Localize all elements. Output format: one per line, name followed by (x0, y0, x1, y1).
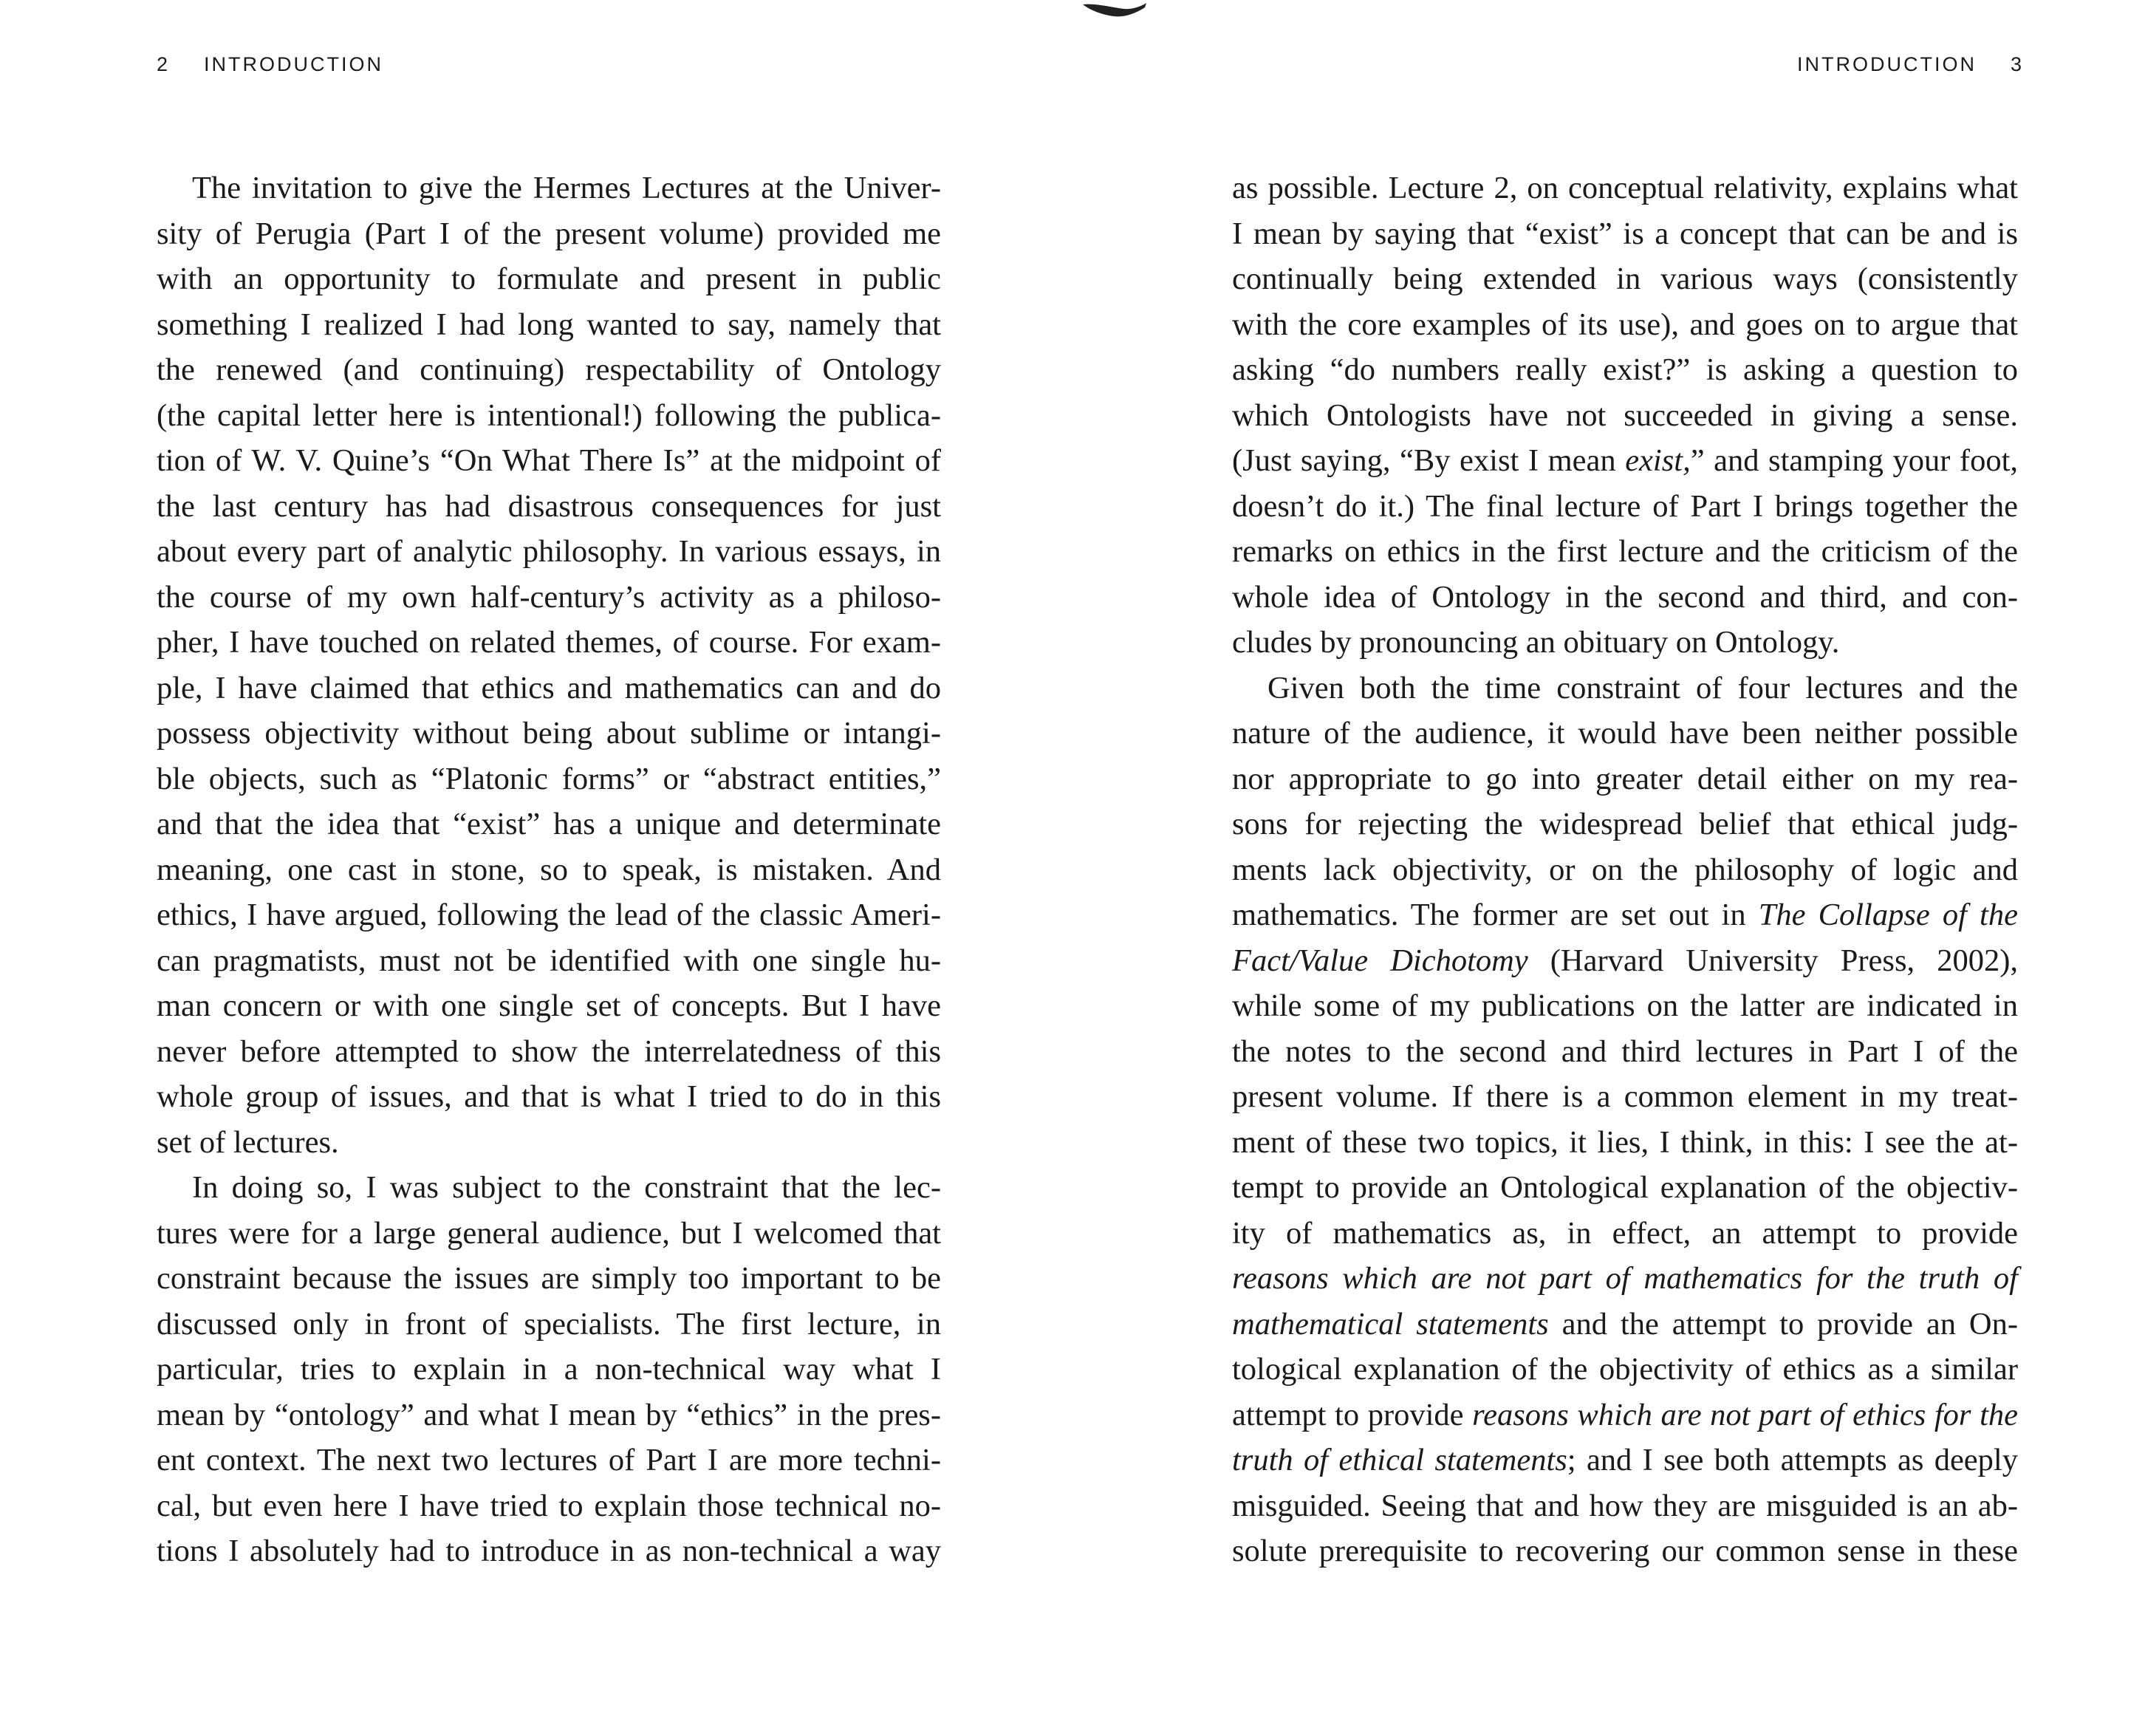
running-head-title-right: INTRODUCTION (1796, 53, 1977, 75)
text-line: Given both the time constraint of four lectures and the (1268, 670, 2018, 705)
text-line: cludes by pronouncing an obituary on Ontology. (1232, 625, 1840, 660)
text-line: nature of the audience, it would have been neither possible (1232, 716, 2018, 751)
text-line: the last century has had disastrous consequences for just (157, 488, 941, 524)
text-run: mathematics. The former are set out in (1232, 898, 1759, 932)
text-run: (Just saying, “By exist I mean (1232, 443, 1626, 478)
text-line: and that the idea that “exist” has a unique and determinate (157, 807, 941, 841)
italic-text: Fact/Value Dichotomy (1232, 943, 1528, 978)
text-line: nor appropriate to go into greater detail either on my rea- (1232, 761, 2018, 796)
text-line: the course of my own half-century’s activity as a philoso- (157, 579, 941, 615)
text-line: possess objectivity without being about sublime or intangi- (157, 716, 941, 751)
running-head-right (1797, 53, 2024, 76)
text-line (1232, 1302, 2018, 1347)
paragraph (1232, 165, 2018, 1574)
text-line: man concern or with one single set of concepts. But I have (157, 988, 941, 1023)
text-line: tological explanation of the objectivity of ethics as a similar (1232, 1352, 2018, 1387)
text-line: pher, I have touched on related themes, of course. For exam- (157, 625, 941, 660)
text-line (1232, 1256, 2018, 1302)
right-page (1072, 0, 2145, 1736)
running-head-title-left: INTRODUCTION (204, 53, 384, 75)
text-line: mean by “ontology” and what I mean by “ethics” in the pres- (157, 1397, 941, 1432)
text-line: constraint because the issues are simply too important to be (157, 1261, 941, 1296)
page-number-right: 3 (2010, 53, 2024, 75)
text-line: with an opportunity to formulate and present in public (157, 262, 941, 296)
text-line: about every part of analytic philosophy. In various essays, in (157, 534, 941, 569)
text-line (1232, 892, 2018, 938)
text-line: ple, I have claimed that ethics and mathematics can and do (157, 670, 941, 705)
italic-text: mathematical statements (1232, 1306, 1549, 1342)
text-line: sons for rejecting the widespread belief that ethical judg- (1232, 807, 2018, 841)
left-page-body-text (157, 165, 941, 1574)
italic-text: The Collapse of the (1758, 898, 2018, 932)
text-line: can pragmatists, must not be identified with one single hu- (157, 943, 941, 978)
text-line: present volume. If there is a common element in my treat- (1232, 1079, 2018, 1114)
text-line: tempt to provide an Ontological explanation of the objectiv- (1232, 1170, 2018, 1205)
text-line (1232, 938, 2018, 984)
right-page-body-text (1232, 165, 2018, 1574)
left-page (0, 0, 1072, 1736)
italic-text: exist, (1625, 443, 1691, 478)
text-line: something I realized I had long wanted to say, namely that (157, 307, 941, 342)
text-line: sity of Perugia (Part I of the present volume) provided me (157, 216, 941, 251)
text-run: ; and I see both attempts as deeply (1567, 1443, 2018, 1477)
text-line: with the core examples of its use), and goes on to argue that (1232, 307, 2018, 342)
text-line (1232, 1438, 2018, 1483)
text-line: The invitation to give the Hermes Lectures at the Univer- (192, 171, 941, 205)
text-run: ” and stamping your foot, (1690, 443, 2019, 478)
paragraph (157, 165, 941, 1574)
text-line: cal, but even here I have tried to explain those technical no- (157, 1488, 941, 1523)
text-line: ments lack objectivity, or on the philosophy of logic and (1232, 852, 2018, 887)
text-line: whole idea of Ontology in the second and third, and con- (1232, 579, 2018, 615)
text-line: continually being extended in various ways (consistently (1232, 262, 2018, 296)
text-line: asking “do numbers really exist?” is asking a question to (1232, 352, 2018, 387)
text-line (1232, 438, 2018, 484)
text-line: particular, tries to explain in a non-technical way what I (157, 1352, 941, 1387)
text-line: tion of W. V. Quine’s “On What There Is” at the midpoint of (157, 443, 941, 478)
text-line: whole group of issues, and that is what I tried to do in this (157, 1079, 941, 1114)
text-line: doesn’t do it.) The final lecture of Part I brings together the (1232, 488, 2018, 524)
text-line: never before attempted to show the interrelatedness of this (157, 1033, 941, 1069)
italic-text: reasons which are not part of mathematics for the truth of (1232, 1261, 2018, 1296)
text-line: ment of these two topics, it lies, I think, in this: I see the at- (1232, 1124, 2018, 1160)
text-line: as possible. Lecture 2, on conceptual relativity, explains what (1232, 171, 2018, 205)
text-run: attempt to provide (1232, 1397, 1473, 1432)
text-line: I mean by saying that “exist” is a concept that can be and is (1232, 216, 2018, 251)
text-line: In doing so, I was subject to the constraint that the lec- (192, 1170, 941, 1205)
text-line: set of lectures. (157, 1124, 339, 1160)
text-line: the renewed (and continuing) respectability of Ontology (157, 352, 941, 387)
text-line: misguided. Seeing that and how they are misguided is an ab- (1232, 1488, 2018, 1523)
running-head-left (157, 53, 383, 76)
text-line: ethics, I have argued, following the lead of the classic Ameri- (157, 898, 941, 932)
text-line: ent context. The next two lectures of Part I are more techni- (157, 1443, 941, 1477)
text-run: (Harvard University Press, 2002), (1528, 943, 2018, 978)
text-line: discussed only in front of specialists. The first lecture, in (157, 1306, 941, 1342)
text-line: ble objects, such as “Platonic forms” or “abstract entities,” (157, 761, 941, 796)
text-line: remarks on ethics in the first lecture and the criticism of the (1232, 534, 2018, 569)
text-line: tures were for a large general audience, but I welcomed that (157, 1215, 941, 1251)
text-line: (the capital letter here is intentional!) following the publica- (157, 397, 941, 433)
italic-text: reasons which are not part of ethics for the (1472, 1397, 2018, 1432)
text-line: meaning, one cast in stone, so to speak, is mistaken. And (157, 852, 941, 887)
page-number-left: 2 (157, 53, 171, 75)
text-run: and the attempt to provide an On- (1548, 1306, 2019, 1342)
text-line: which Ontologists have not succeeded in giving a sense. (1232, 397, 2018, 433)
text-line: ity of mathematics as, in effect, an attempt to provide (1232, 1215, 2018, 1251)
text-line: tions I absolutely had to introduce in as non-technical a way (157, 1534, 941, 1568)
text-line: the notes to the second and third lectures in Part I of the (1232, 1033, 2018, 1069)
text-line (1232, 1392, 2018, 1438)
italic-text: truth of ethical statements (1232, 1443, 1567, 1477)
text-line: while some of my publications on the latter are indicated in (1232, 988, 2018, 1023)
text-line: solute prerequisite to recovering our common sense in these (1232, 1534, 2018, 1568)
